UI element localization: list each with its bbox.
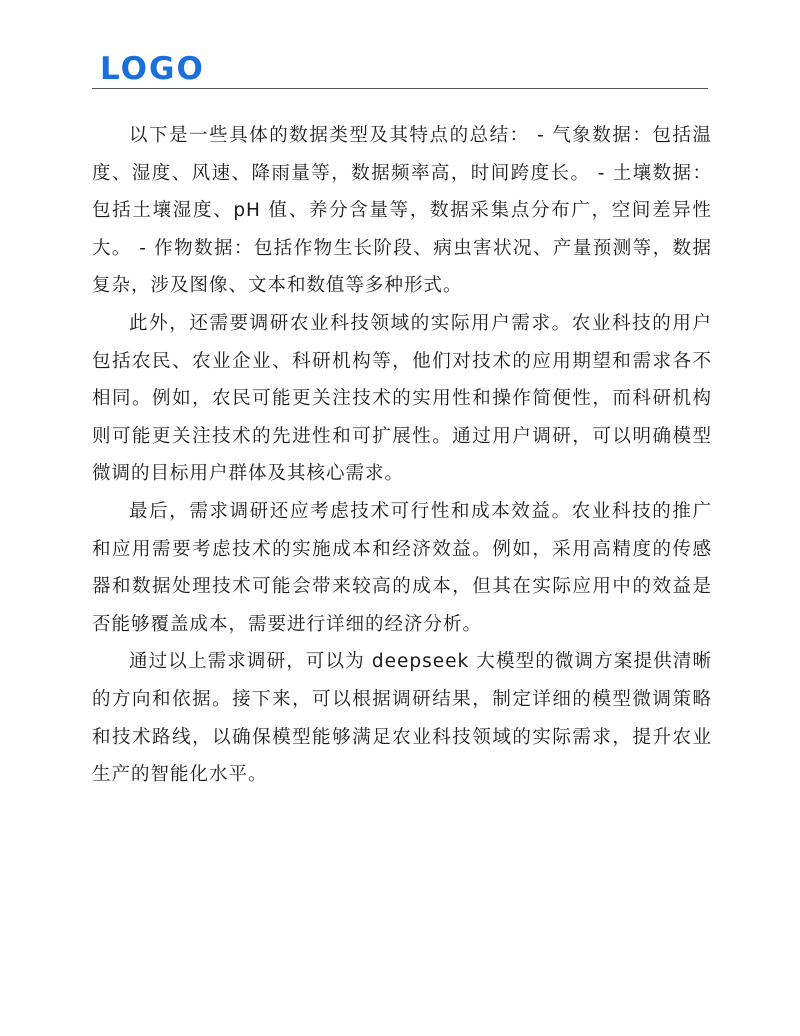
paragraph-data-types: 以下是一些具体的数据类型及其特点的总结： - 气象数据：包括温度、湿度、风速、降雨量等，数据频率高，时间跨度长。 - 土壤数据：包括土壤湿度、pH 值、养分含量等，数据采集点分布广，空间差异性大。 - 作物数据：包括作物生长阶段、病虫害状况、产量预测等，数据复杂，涉及图像、文本和数值等多种形式。 bbox=[92, 125, 712, 297]
document-body bbox=[92, 117, 712, 794]
paragraph-conclusion: 通过以上需求调研，可以为 deepseek 大模型的微调方案提供清晰的方向和依据。接下来，可以根据调研结果，制定详细的模型微调策略和技术路线，以确保模型能够满足农业科技领域的实际需求，提升农业生产的智能化水平。 bbox=[92, 651, 712, 786]
logo: LOGO bbox=[100, 51, 205, 87]
paragraph-user-needs: 此外，还需要调研农业科技领域的实际用户需求。农业科技的用户包括农民、农业企业、科研机构等，他们对技术的应用期望和需求各不相同。例如，农民可能更关注技术的实用性和操作简便性，而科研机构则可能更关注技术的先进性和可扩展性。通过用户调研，可以明确模型微调的目标用户群体及其核心需求。 bbox=[92, 312, 712, 485]
paragraph-cost-benefit: 最后，需求调研还应考虑技术可行性和成本效益。农业科技的推广和应用需要考虑技术的实施成本和经济效益。例如，采用高精度的传感器和数据处理技术可能会带来较高的成本，但其在实际应用中的效益是否能够覆盖成本，需要进行详细的经济分析。 bbox=[92, 500, 712, 635]
